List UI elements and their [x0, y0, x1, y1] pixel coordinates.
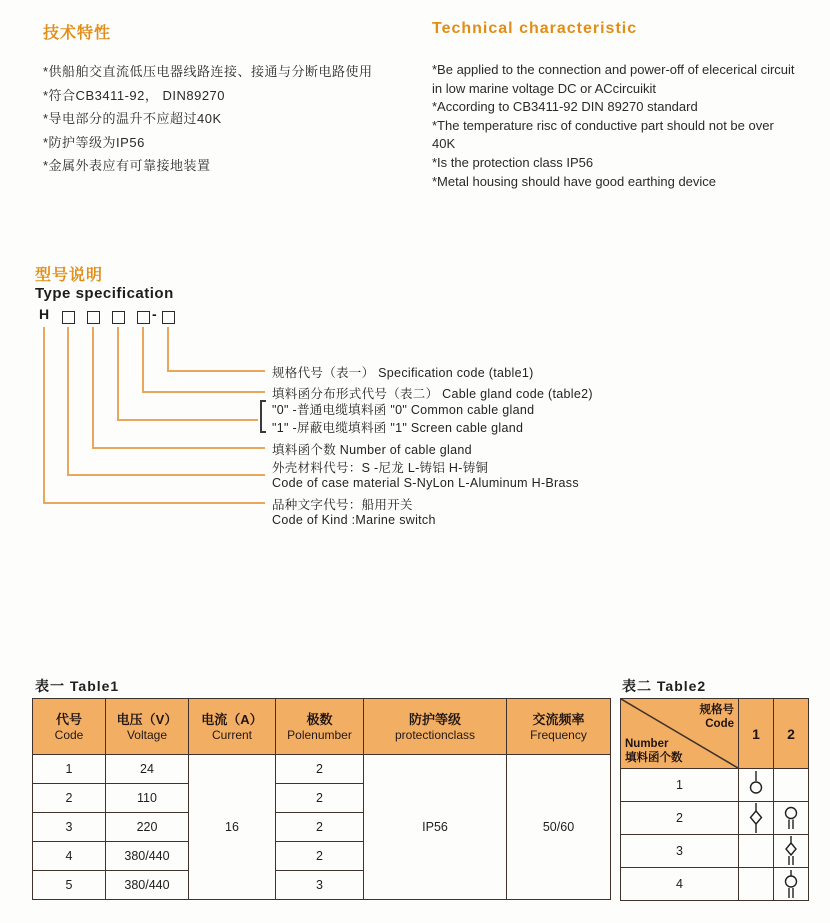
- leader-line-h: [43, 502, 265, 504]
- table2-cell-symbol: [774, 802, 809, 835]
- stem-circle-double-icon: [774, 868, 808, 900]
- tech-cn-bullet: *符合CB3411-92， DIN89270: [43, 87, 226, 103]
- header-cn: 填料函个数: [625, 752, 683, 764]
- spec-label-case-material-cn: 外壳材料代号：S -尼龙 L-铸铝 H-铸铜: [272, 461, 489, 475]
- table1-cell: 2: [276, 755, 364, 784]
- table1-header-frequency: [507, 699, 611, 755]
- table2-row: [621, 835, 809, 868]
- table1-header-code: [33, 699, 106, 755]
- table2: [620, 698, 809, 901]
- table2-caption: 表二 Table2: [622, 678, 707, 694]
- table2-cell-symbol: [774, 769, 809, 802]
- leader-line-v: [92, 327, 94, 449]
- header-en: Code: [705, 718, 734, 730]
- table2-row: [621, 802, 809, 835]
- table1-cell: 110: [106, 784, 189, 813]
- header-cn: 防护等级: [408, 711, 461, 727]
- tech-en-line: *The temperature risc of conductive part should not be over: [432, 117, 774, 133]
- table1-cell: 220: [106, 813, 189, 842]
- table2-diagonal-header: [621, 699, 739, 769]
- tech-en-line: *Metal housing should have good earthing device: [432, 173, 717, 189]
- spec-label-gland-number: 填料函个数 Number of cable gland: [272, 443, 472, 457]
- leader-line-v: [43, 327, 45, 504]
- tech-en-line: in low marine voltage DC or ACcircuikit: [432, 80, 656, 96]
- spec-label-option-0: "0" -普通电缆填料函 "0" Common cable gland: [272, 403, 535, 417]
- stem-diamond-stem-icon: [739, 802, 773, 834]
- spec-prefix-letter: H: [39, 306, 50, 322]
- table1-cell: 3: [276, 871, 364, 900]
- tech-cn-title: 技术特性: [43, 25, 112, 42]
- table2-cell-number: 3: [621, 835, 739, 868]
- tech-en-line: 40K: [432, 136, 456, 152]
- tech-cn-bullet: *供船舶交直流低压电器线路连接、接通与分断电路使用: [43, 64, 373, 79]
- spec-box-1: [62, 311, 75, 324]
- table1-cell: 2: [276, 813, 364, 842]
- spec-label-cable-gland-code: 填料函分布形式代号（表二） Cable gland code (table2): [272, 387, 593, 401]
- stem-diamond-double-icon: [774, 835, 808, 867]
- leader-line-h: [92, 447, 265, 449]
- table1: [32, 698, 611, 900]
- table2-header-number-group: [625, 737, 683, 765]
- spec-label-specification-code: 规格代号（表一） Specification code (table1): [272, 366, 534, 380]
- header-cn: 代号: [55, 711, 82, 727]
- table2-header-col2: 2: [774, 699, 809, 769]
- table1-cell: 50/60: [507, 755, 611, 900]
- table1-body: [33, 755, 611, 900]
- table1-cell: 2: [276, 842, 364, 871]
- table1-cell: 380/440: [106, 871, 189, 900]
- type-spec-title-cn: 型号说明: [35, 267, 104, 284]
- spec-box-5: [162, 311, 175, 324]
- leader-line-v: [117, 327, 119, 421]
- header-en: protectionclass: [394, 727, 476, 742]
- table2-header-row: [621, 699, 809, 769]
- leader-line-v: [142, 327, 144, 393]
- stem-top-circle-icon: [739, 769, 773, 801]
- table1-cell: 2: [276, 784, 364, 813]
- header-cn: 交流频率: [532, 711, 585, 727]
- leader-line-v: [67, 327, 69, 476]
- header-cn: 规格号: [699, 704, 734, 716]
- spec-box-3: [112, 311, 125, 324]
- spec-label-kind-cn: 品种文字代号：船用开关: [272, 498, 413, 512]
- table1-cell: 16: [189, 755, 276, 900]
- table1-row: [33, 755, 611, 784]
- table1-caption: 表一 Table1: [35, 678, 120, 694]
- header-cn: 极数: [306, 711, 333, 727]
- table1-cell: 1: [33, 755, 106, 784]
- leader-line-h: [167, 370, 265, 372]
- table2-cell-symbol: [739, 835, 774, 868]
- header-en: Number: [625, 738, 669, 750]
- header-en: Voltage: [126, 727, 168, 742]
- table2-cell-number: 4: [621, 868, 739, 901]
- table1-cell: 380/440: [106, 842, 189, 871]
- leader-line-v: [167, 327, 169, 372]
- header-en: Current: [211, 727, 252, 742]
- circle-double-legs-icon: [774, 802, 808, 834]
- table1-cell: 5: [33, 871, 106, 900]
- table2-cell-symbol: [774, 835, 809, 868]
- option-bracket: [260, 400, 266, 433]
- header-en: Frequency: [530, 727, 587, 742]
- table2-cell-symbol: [739, 868, 774, 901]
- header-cn: 电压（V）: [116, 711, 178, 727]
- tech-en-line: *According to CB3411-92 DIN 89270 standard: [432, 99, 698, 115]
- header-cn: 电流（A）: [201, 711, 263, 727]
- table2-cell-symbol: [774, 868, 809, 901]
- spec-label-case-material-en: Code of case material S-NyLon L-Aluminum H-Brass: [272, 476, 579, 490]
- leader-line-h: [117, 419, 258, 421]
- tech-cn-bullet: *导电部分的温升不应超过40K: [43, 111, 222, 126]
- table2-row: [621, 868, 809, 901]
- tech-cn-bullet: *金属外表应有可靠接地装置: [43, 158, 211, 173]
- spec-label-kind-en: Code of Kind :Marine switch: [272, 513, 436, 527]
- leader-line-h: [142, 391, 265, 393]
- table1-header-voltage: [106, 699, 189, 755]
- table1-cell: 2: [33, 784, 106, 813]
- header-en: Polenumber: [287, 727, 352, 742]
- table2-cell-number: 1: [621, 769, 739, 802]
- table1-header-polenumber: [276, 699, 364, 755]
- tech-en-title: Technical characteristic: [432, 20, 638, 37]
- table1-cell: 4: [33, 842, 106, 871]
- tech-cn-bullet: *防护等级为IP56: [43, 134, 145, 150]
- table2-body: [621, 769, 809, 901]
- header-en: Code: [54, 727, 84, 742]
- spec-dash: -: [152, 306, 157, 322]
- table1-cell: IP56: [364, 755, 507, 900]
- table2-header-col1: 1: [739, 699, 774, 769]
- table1-header-row: [33, 699, 611, 755]
- spec-label-option-1: "1" -屏蔽电缆填料函 "1" Screen cable gland: [272, 421, 524, 435]
- table2-cell-symbol: [739, 769, 774, 802]
- spec-box-2: [87, 311, 100, 324]
- spec-box-4: [137, 311, 150, 324]
- table1-cell: 24: [106, 755, 189, 784]
- table1-header-protectionclass: [364, 699, 507, 755]
- tech-en-line: *Be applied to the connection and power-off of elecerical circuit: [432, 62, 795, 77]
- table2-header-code-group: [700, 703, 735, 731]
- table2-cell-symbol: [739, 802, 774, 835]
- table1-header-current: [189, 699, 276, 755]
- leader-line-h: [67, 474, 265, 476]
- table1-cell: 3: [33, 813, 106, 842]
- type-spec-title-en: Type specification: [35, 285, 174, 302]
- tech-en-line: *Is the protection class IP56: [432, 154, 594, 170]
- table2-row: [621, 769, 809, 802]
- table2-cell-number: 2: [621, 802, 739, 835]
